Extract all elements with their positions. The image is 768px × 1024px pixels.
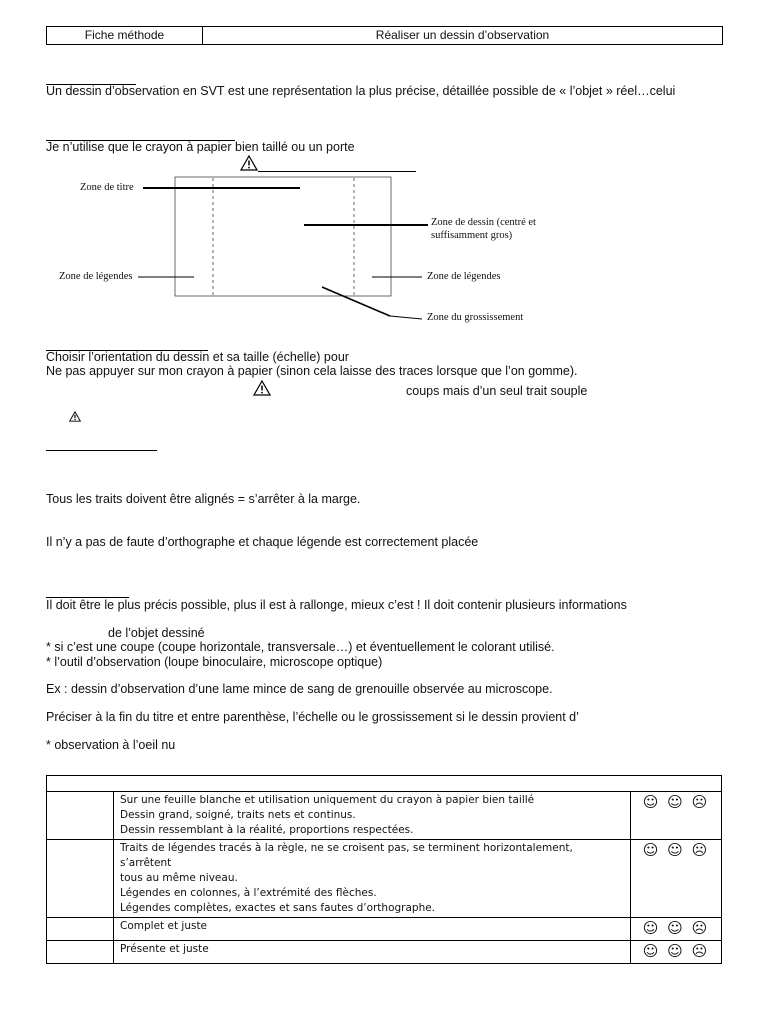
outil-text: * l’outil d’observation (loupe binoculaire, microscope optique) <box>46 655 383 669</box>
header-title: Réaliser un dessin d’observation <box>375 28 550 42</box>
warning-icon <box>253 380 271 396</box>
smiley-rating-icons[interactable]: ☺ ☺ ☹ <box>642 793 710 811</box>
criteria-line: Complet et juste <box>120 920 208 932</box>
grid-row <box>47 792 722 840</box>
grid-row <box>47 840 722 918</box>
criteria-line: Légendes complètes, exactes et sans fautes d’orthographe. <box>120 902 436 914</box>
criteria-line: Dessin ressemblant à la réalité, proportions respectées. <box>120 824 414 836</box>
pencil-text: Je n’utilise que le crayon à papier bien taillé ou un porte <box>46 140 355 154</box>
spelling-text: Il n’y a pas de faute d’orthographe et chaque légende est correctement placée <box>46 535 479 549</box>
smiley-rating-icons[interactable]: ☺ ☺ ☹ <box>642 841 710 859</box>
press-text: Ne pas appuyer sur mon crayon à papier (sinon cela laisse des traces lorsque que l’on gomme). <box>46 364 578 378</box>
label-zone-dessin-2: suffisamment gros) <box>431 230 513 241</box>
grid-criteria <box>114 840 631 918</box>
header-fiche-methode: Fiche méthode <box>47 27 203 44</box>
intro-text: Un dessin d’observation en SVT est une représentation la plus précise, détaillée possible de « l’objet » réel…celui <box>46 84 676 98</box>
example-text: Ex : dessin d’observation d’une lame mince de sang de grenouille observée au microscope. <box>46 682 553 696</box>
header-bar <box>46 26 723 45</box>
smiley-rating-icons[interactable]: ☺ ☺ ☹ <box>642 919 710 937</box>
label-zone-legendes-right: Zone de légendes <box>427 271 501 282</box>
preciser-text: Préciser à la fin du titre et entre parenthèse, l’échelle ou le grossissement si le dessin provient d’ <box>46 710 579 724</box>
label-zone-grossissement: Zone du grossissement <box>427 312 524 323</box>
warning-icon <box>69 411 81 422</box>
grid-row <box>47 941 722 964</box>
title-precise-text: Il doit être le plus précis possible, plus il est à rallonge, mieux c’est ! Il doit contenir plusieurs informations <box>46 598 627 612</box>
evaluation-grid <box>46 775 722 964</box>
grid-header-row <box>47 776 722 792</box>
diagram-lines <box>50 170 570 330</box>
criteria-line: Sur une feuille blanche et utilisation uniquement du crayon à papier bien taillé <box>120 794 535 806</box>
oeil-text: * observation à l’oeil nu <box>46 738 176 752</box>
criteria-line: Présente et juste <box>120 943 209 955</box>
coupe-text: * si c’est une coupe (coupe horizontale, transversale…) et éventuellement le colorant utilisé. <box>46 640 555 654</box>
label-zone-dessin-1: Zone de dessin (centré et <box>431 217 536 228</box>
grid-criteria <box>114 918 631 941</box>
grid-criteria <box>114 792 631 840</box>
warning-icon <box>240 155 258 171</box>
objet-text: de l’objet dessiné <box>108 626 205 640</box>
grid-criteria <box>114 941 631 964</box>
label-zone-titre: Zone de titre <box>80 182 134 193</box>
legend-section-line <box>46 450 157 451</box>
observation-layout-diagram <box>50 170 570 330</box>
coups-text: coups mais d’un seul trait souple <box>406 384 588 398</box>
criteria-line: Dessin grand, soigné, traits nets et continus. <box>120 809 356 821</box>
aligned-text: Tous les traits doivent être alignés = s’arrêter à la marge. <box>46 492 361 506</box>
criteria-line: Traits de légendes tracés à la règle, ne se croisent pas, se terminent horizontalement, s’arrêtent <box>120 842 573 869</box>
label-zone-legendes-left: Zone de légendes <box>59 271 133 282</box>
smiley-rating-icons[interactable]: ☺ ☺ ☹ <box>642 942 710 960</box>
criteria-line: Légendes en colonnes, à l’extrémité des flèches. <box>120 887 377 899</box>
grid-row <box>47 918 722 941</box>
criteria-line: tous au même niveau. <box>120 872 238 884</box>
orient-text: Choisir l’orientation du dessin et sa taille (échelle) pour <box>46 350 349 364</box>
